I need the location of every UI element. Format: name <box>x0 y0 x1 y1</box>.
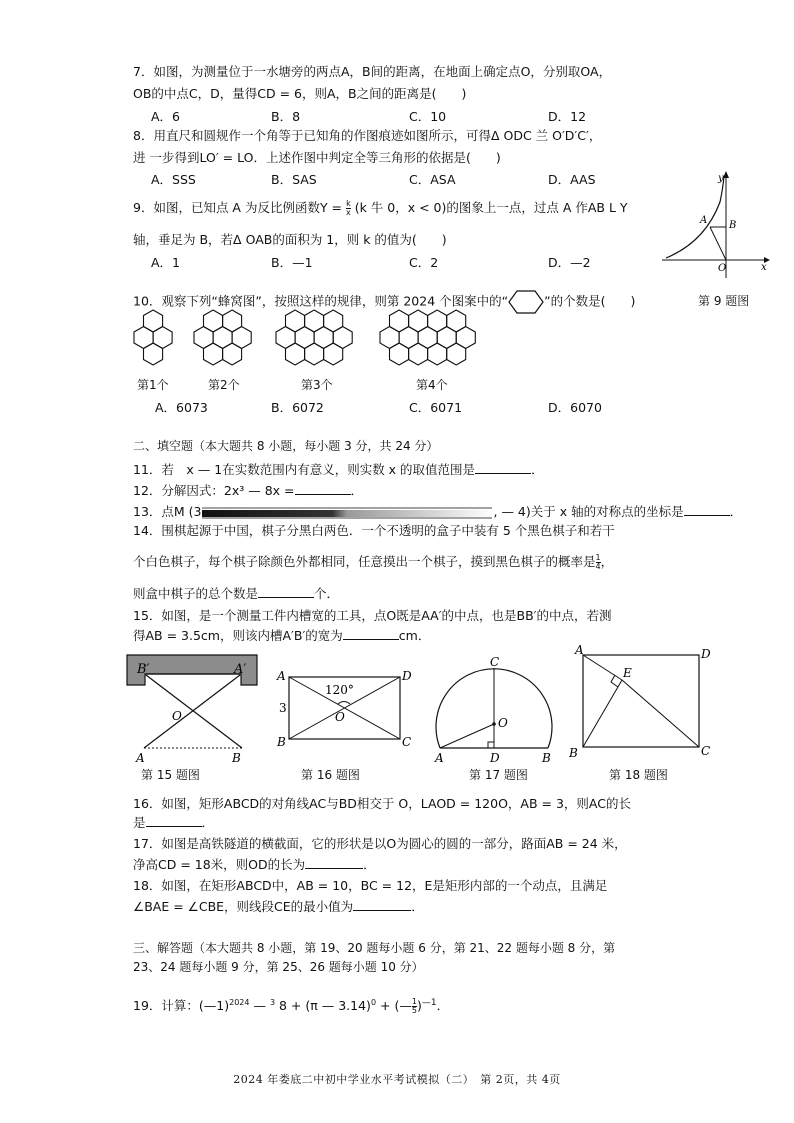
q15-blank <box>343 627 399 640</box>
q16-line2: 是 ． <box>133 815 215 830</box>
q10-line: 10．观察下列“蜂窝图”，按照这样的规律，则第 2024 个图案中的“ ”的个数是( ) <box>133 290 635 314</box>
q9-figure <box>660 170 770 280</box>
honeycomb-hexagon <box>324 343 343 365</box>
q9-option-d: D．—2 <box>548 255 591 270</box>
q14-line3: 则盒中棋子的总个数是 个． <box>133 586 340 601</box>
fig17-label-o: O <box>498 716 508 730</box>
q9-fig-label-a: A <box>700 215 708 226</box>
q13-line: 13．点M (3 , — 4)关于 x 轴的对称点的坐标是 ． <box>133 504 743 519</box>
honeycomb-figures <box>128 308 488 378</box>
q19-fraction: $\frac{1}{5}$ <box>411 997 417 1016</box>
fig17-label-a: A <box>435 751 444 764</box>
fig18-label-e: E <box>623 666 632 680</box>
q11-line: 11．若 x — 1在实数范围内有意义，则实数 x 的取值范围是 ． <box>133 462 544 477</box>
q15-line2: 得AB = 3.5cm，则该内槽A′B′的宽为 cm． <box>133 628 431 643</box>
honeycomb-hexagon <box>305 343 324 365</box>
q8-line1: 8．用直尺和圆规作一个角等于已知角的作图痕迹如图所示，可得Δ ODC 兰 O′D′C′， <box>133 128 602 143</box>
q9-fig-label-o: O <box>718 263 727 274</box>
q9-option-b: B．—1 <box>271 255 313 270</box>
q8-option-c: C．ASA <box>409 172 456 187</box>
fig16-label-side: 3 <box>279 701 287 715</box>
page-footer: 2024 年娄底二中初中学业水平考试模拟（二） 第 2页，共 4页 <box>233 1073 561 1086</box>
q10-option-c: C．6071 <box>409 400 463 415</box>
section2-heading: 二、填空题（本大题共 8 小题，每小题 3 分，共 24 分） <box>133 439 439 453</box>
q9-fig-label-x: x <box>761 262 767 273</box>
fig18-label-b: B <box>569 746 578 760</box>
fig15-label-ap: A′ <box>234 662 247 677</box>
fig18-label-d: D <box>701 647 711 661</box>
honeycomb-caption-1: 第1个 <box>137 378 169 392</box>
fig18-label-c: C <box>701 744 711 758</box>
fig17-label-c: C <box>490 655 500 669</box>
q9-fig-label-b: B <box>729 220 737 231</box>
q8-option-b: B．SAS <box>271 172 317 187</box>
q14-fraction: $\frac{1}{4}$ <box>595 553 601 571</box>
section3-line1: 三、解答题（本大题共 8 小题，第 19、20 题每小题 6 分，第 21、22 题每小题 8 分，第 <box>133 941 616 955</box>
fig16-label-o: O <box>335 710 345 724</box>
q9-caption: 第 9 题图 <box>698 294 750 308</box>
q18-blank <box>353 898 411 911</box>
fig17-label-d: D <box>490 751 500 764</box>
q12-blank <box>295 482 351 495</box>
q10-option-d: D．6070 <box>548 400 602 415</box>
q18-line1: 18．如图，在矩形ABCD中，AB = 10，BC = 12，E是矩形内部的一个动点，且满足 <box>133 878 608 893</box>
q10-option-b: B．6072 <box>271 400 324 415</box>
fig15 <box>124 652 262 764</box>
fig15-caption: 第 15 题图 <box>141 768 200 782</box>
scan-artifact-bar <box>202 507 494 519</box>
fig16-label-a: A <box>277 669 286 683</box>
fig15-label-bp: B′ <box>137 662 150 677</box>
honeycomb-hexagon <box>447 343 466 365</box>
q16-blank <box>146 814 202 827</box>
fig16 <box>272 664 414 750</box>
q7-option-d: D．12 <box>548 109 587 124</box>
q17-line1: 17．如图是高铁隧道的横截面，它的形状是以O为圆心的圆的一部分，路面AB = 24 米， <box>133 836 627 851</box>
q14-line2: 个白色棋子，每个棋子除颜色外都相同，任意摸出一个棋子，摸到黑色棋子的概率是 $\frac{1}{4}$ ， <box>133 553 614 571</box>
fig16-label-b: B <box>277 735 286 749</box>
honeycomb-hexagon <box>390 343 409 365</box>
fig18-caption: 第 18 题图 <box>609 768 668 782</box>
q16-line1: 16．如图，矩形ABCD的对角线AC与BD相交于 O，LAOD = 120O，AB = 3，则AC的长 <box>133 796 631 811</box>
honeycomb-hexagon <box>428 343 447 365</box>
q14-blank <box>258 585 314 598</box>
q13-blank <box>684 503 730 516</box>
q7-line1: 7．如图，为测量位于一水塘旁的两点A，B间的距离，在地面上确定点O，分别取OA， <box>133 64 612 79</box>
fig15-label-a: A <box>136 751 145 764</box>
q14-line1: 14．围棋起源于中国，棋子分黑白两色．一个不透明的盒子中装有 5 个黑色棋子和若干 <box>133 523 615 538</box>
q8-option-d: D．AAS <box>548 172 596 187</box>
q9-line1: 9．如图，已知点 A 为反比例函数Y = $\frac{k}{x}$ (k 牛 0，x < 0)的图象上一点，过点 A 作AB L Y <box>133 199 628 217</box>
q7-option-c: C．10 <box>409 109 447 124</box>
fig17-caption: 第 17 题图 <box>469 768 528 782</box>
q17-blank <box>305 856 363 869</box>
q7-option-a: A．6 <box>151 109 181 124</box>
honeycomb-caption-4: 第4个 <box>416 378 448 392</box>
honeycomb-hexagon <box>144 343 163 365</box>
honeycomb-hexagon <box>409 343 428 365</box>
q18-line2: ∠BAE = ∠CBE，则线段CE的最小值为 ． <box>133 899 424 914</box>
honeycomb-hexagon <box>223 343 242 365</box>
honeycomb-caption-2: 第2个 <box>208 378 240 392</box>
q15-line1: 15．如图，是一个测量工件内槽宽的工具，点O既是AA′的中点，也是BB′的中点，若测 <box>133 608 612 623</box>
fig17 <box>430 652 560 764</box>
q9-fig-label-y: y <box>718 173 724 184</box>
q8-option-a: A．SSS <box>151 172 196 187</box>
q10-option-a: A．6073 <box>155 400 208 415</box>
q9-line2: 轴，垂足为 B，若Δ OAB的面积为 1，则 k 的值为( ) <box>133 232 447 247</box>
fig17-label-b: B <box>542 751 551 764</box>
fig18 <box>566 642 716 764</box>
q9-fraction: $\frac{k}{x}$ <box>346 199 351 217</box>
fig16-label-angle: 120° <box>325 683 354 697</box>
q9-option-c: C．2 <box>409 255 439 270</box>
q7-line2: OB的中点C，D，量得CD = 6，则A，B之间的距离是( ) <box>133 86 467 101</box>
fig18-label-a: A <box>575 643 584 657</box>
q11-blank <box>475 461 531 474</box>
section3-line2: 23、24 题每小题 9 分，第 25、26 题每小题 10 分） <box>133 960 424 974</box>
q12-line: 12．分解因式：2x³ — 8x = ． <box>133 483 364 498</box>
honeycomb-hexagon <box>204 343 223 365</box>
honeycomb-caption-3: 第3个 <box>301 378 333 392</box>
q17-line2: 净高CD = 18米，则OD的长为 ． <box>133 857 376 872</box>
q7-option-b: B．8 <box>271 109 301 124</box>
q8-line2: 进 一步得到LO′ = LO．上述作图中判定全等三角形的依据是( ) <box>133 150 501 165</box>
honeycomb-hexagon <box>286 343 305 365</box>
fig16-label-c: C <box>402 735 412 749</box>
fig16-caption: 第 16 题图 <box>301 768 360 782</box>
fig16-label-d: D <box>402 669 412 683</box>
q19-line: 19．计算：(—1)$^{2024}$ — $^3$ 8 + (π — 3.14)$^0$ + (— $\frac{1}{5}$ )$^{—1}$． <box>133 997 450 1016</box>
q9-option-a: A．1 <box>151 255 181 270</box>
fig15-label-b: B <box>232 751 241 764</box>
hexagon-icon <box>508 290 544 314</box>
fig15-label-o: O <box>172 709 182 723</box>
